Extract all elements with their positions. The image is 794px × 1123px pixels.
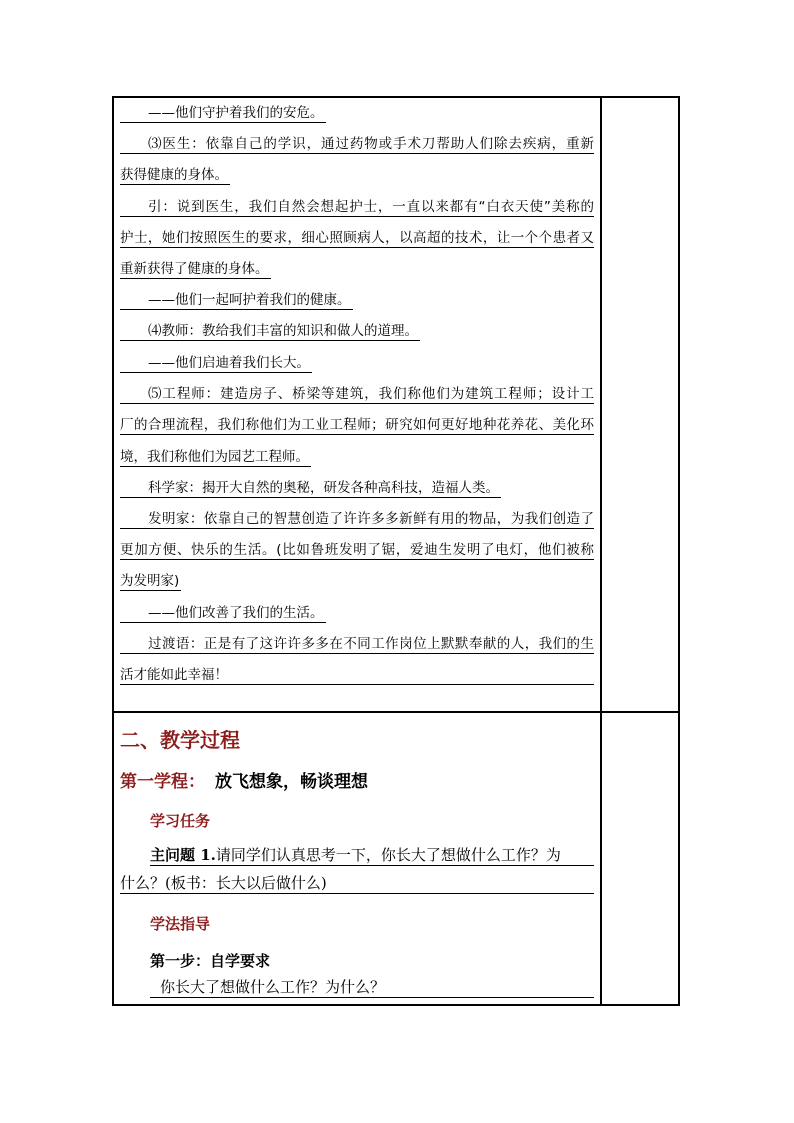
question-label: 主问题 1. <box>150 846 216 864</box>
text-line: 引：说到医生，我们自然会想起护士，一直以来都有“白衣天使”美称的 <box>120 198 594 217</box>
text-line: 厂的合理流程，我们称他们为工业工程师；研究如何更好地种花养花、美化环 <box>120 417 594 433</box>
text-line: ——他们改善了我们的生活。 <box>120 604 326 623</box>
row-divider <box>112 711 680 713</box>
text-line: 科学家：揭开大自然的奥秘，研发各种高科技，造福人类。 <box>120 479 501 498</box>
text-line: 发明家：依靠自己的智慧创造了许许多多新鲜有用的物品，为我们创造了 <box>120 510 594 529</box>
text-line: 获得健康的身体。 <box>120 167 228 183</box>
stage-heading <box>120 767 368 792</box>
stage-label: 第一学程： <box>120 772 205 792</box>
column-divider <box>600 96 602 1006</box>
text-line: ——他们一起呵护着我们的健康。 <box>120 291 353 310</box>
text-line: 护士，她们按照医生的要求，细心照顾病人，以高超的技术，让一个个患者又 <box>120 230 594 246</box>
text-line: ⑸工程师：建造房子、桥梁等建筑，我们称他们为建筑工程师；设计工 <box>120 385 594 404</box>
text-line: ⑶医生：依靠自己的学识，通过药物或手术刀帮助人们除去疾病，重新 <box>120 135 594 154</box>
section-heading: 二、教学过程 <box>120 728 240 752</box>
text-line: 过渡语：正是有了这许许多多在不同工作岗位上默默奉献的人，我们的生 <box>120 635 594 654</box>
step-text: 你长大了想做什么工作？为什么？ <box>150 977 594 998</box>
task-label: 学习任务 <box>150 812 211 830</box>
question-text: 请同学们认真思考一下，你长大了想做什么工作？为 <box>215 846 561 864</box>
text-line: ——他们守护着我们的安危。 <box>120 104 326 123</box>
text-line: ——他们启迪着我们长大。 <box>120 354 312 373</box>
text-line: ⑷教师：教给我们丰富的知识和做人的道理。 <box>120 322 420 341</box>
text-line: 活才能如此幸福！ <box>120 666 594 685</box>
text-line: 更加方便、快乐的生活。(比如鲁班发明了锯，爱迪生发明了电灯，他们被称 <box>120 542 594 558</box>
question-line-2: 什么？(板书：长大以后做什么) <box>120 873 594 894</box>
question-line <box>150 845 594 866</box>
text-line: 为发明家) <box>120 573 180 589</box>
step-label: 第一步：自学要求 <box>150 952 271 970</box>
text-line: 境，我们称他们为园艺工程师。 <box>120 449 309 465</box>
method-label: 学法指导 <box>150 915 211 933</box>
stage-title: 放飞想象，畅谈理想 <box>215 772 368 792</box>
text-line: 重新获得了健康的身体。 <box>120 261 269 277</box>
